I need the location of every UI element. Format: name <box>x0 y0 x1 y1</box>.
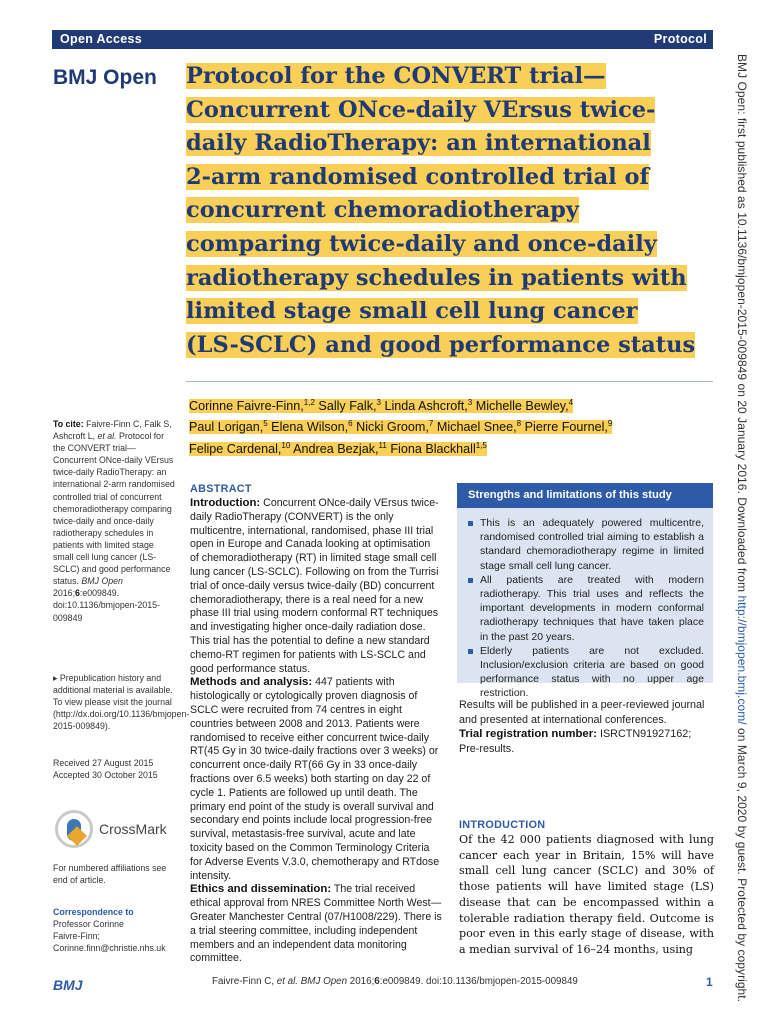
affiliation-ref: 9 <box>607 419 613 429</box>
author-list <box>189 394 709 458</box>
correspondence-name: Faivre-Finn; <box>53 931 100 942</box>
correspondence-name: Professor Corinne <box>53 919 124 930</box>
trial-registration <box>459 727 713 756</box>
affiliation-ref: 1,5 <box>475 440 487 450</box>
affiliation-ref: 5 <box>263 419 268 429</box>
title-line: concurrent chemoradiotherapy <box>186 197 579 224</box>
results-text: Results will be published in a peer-reviewed journal and presented at international conferences. <box>459 699 705 726</box>
prepub-note[interactable]: ▸ Prepublication history and additional material is available. To view please visit the journal (http://dx.doi.org/10.1136/bmjopen-2015-009849). <box>53 673 190 732</box>
cite-doi[interactable]: :e009849. doi:10.1136/bmjopen-2015-009849 <box>53 588 160 623</box>
cite-text: 2016; <box>53 588 76 599</box>
article-type-label: Protocol <box>653 32 707 46</box>
title-line: Protocol for the CONVERT trial— <box>186 63 606 89</box>
strengths-box <box>457 483 713 700</box>
dates-block <box>53 757 175 781</box>
title-line: (LS-SCLC) and good performance status <box>186 331 696 358</box>
list-item: This is an adequately powered multicentre, randomised controlled trial aiming to establish a standard chemoradiotherapy regime in limited stage small cell lung cancer. <box>457 516 713 573</box>
author-name: Fiona Blackhall <box>386 441 476 456</box>
affiliation-ref: 1,2 <box>303 398 315 407</box>
cite-label: To cite: <box>53 419 84 429</box>
affiliation-ref: 8 <box>516 419 522 429</box>
footer-etal: et al. <box>276 976 299 987</box>
footer-text: 2016; <box>347 976 375 987</box>
title-line: daily RadioTherapy: an international <box>186 130 651 157</box>
strengths-heading: Strengths and limitations of this study <box>457 483 713 508</box>
download-note-post: on March 9, 2020 by guest. Protected by copyright. <box>735 724 749 1003</box>
author-name: Linda Ashcroft, <box>380 399 468 414</box>
strengths-list <box>457 516 713 701</box>
affiliation-ref: 7 <box>428 419 434 429</box>
title-divider <box>186 381 713 382</box>
title-line: 2-arm randomised controlled trial of <box>186 163 650 190</box>
affiliation-note: For numbered affiliations see end of article. <box>53 863 167 886</box>
crossmark-label: CrossMark <box>99 821 167 837</box>
footer-journal: BMJ Open <box>298 976 348 987</box>
author-name: Elena Wilson, <box>267 420 349 435</box>
title-line: limited stage small cell lung cancer <box>186 298 638 325</box>
introduction-text: Of the 42 000 patients diagnosed with lung cancer each year in Britain, 15% will have small cell lung cancer (SCLC) and 30% of those patients will have limited stage (LS) disease that can be encompassed within a tolerable radiation therapy field. Outcome is poor even in this early stage of disease, with a median survival of 16–24 months, using <box>459 833 714 956</box>
citation-block <box>53 418 175 624</box>
affiliation-ref: 3 <box>376 398 381 407</box>
cite-text: Faivre-Finn C, Falk S, Ashcroft L, <box>53 419 172 442</box>
title-line: comparing twice-daily and once-daily <box>186 230 657 257</box>
author <box>189 442 487 456</box>
footer-volume: 6 <box>374 976 380 987</box>
open-access-label: Open Access <box>60 32 143 46</box>
abstract-heading: ABSTRACT <box>190 483 252 495</box>
abstract-text: 447 patients with histologically or cytologically proven diagnosis of SCLC were recruited from 74 centres in eight countries between 2008 and 2013. Patients were randomised to receive either concurrent twice-daily RT(45 Gy in 30 twice-daily fractions over 3 weeks) or concurrent once-daily RT(66 Gy in 33 once-daily fractions over 6.5 weeks) both starting on day 22 of cycle 1. Patients are followed up until death. The primary end point of the study is overall survival and secondary end points include local progression-free survival, metastasis-free survival, acute and late toxicity based on the Common Terminology Criteria for Adverse Events V.3.0, chemotherapy and RTdose intensity. <box>190 676 440 882</box>
header-bar <box>52 30 713 49</box>
abstract-text: The trial received ethical approval from NRES Committee North West—Greater Manchester Central (07/H1008/229). There is a trial steering committee, including independent members and an independent data monitoring committee. <box>190 883 442 965</box>
cite-etal: et al. <box>97 431 117 442</box>
footer-citation <box>212 976 578 987</box>
affiliation-ref: 3 <box>467 398 473 407</box>
author-name: Michelle Bewley, <box>472 399 569 414</box>
abstract-methods <box>190 676 442 883</box>
footer-doi: :e009849. doi:10.1136/bmjopen-2015-009849 <box>379 976 578 987</box>
abstract-body <box>190 497 442 966</box>
author-name: Paul Lorigan, <box>189 420 264 435</box>
correspondence-block <box>53 906 175 954</box>
abstract-label: Introduction: <box>190 497 261 509</box>
cite-journal: BMJ Open <box>81 576 123 587</box>
crossmark-icon <box>55 810 93 848</box>
correspondence-heading: Correspondence to <box>53 907 134 917</box>
footer-text: Faivre-Finn C, <box>212 976 277 987</box>
abstract-label: Methods and analysis: <box>190 676 313 689</box>
author-name: Corinne Faivre-Finn, <box>189 399 304 414</box>
author <box>189 420 612 434</box>
abstract-text: Concurrent ONce-daily VErsus twice-daily RadioTherapy (CONVERT) is the only multicentre, international, randomised, phase III trial open in Europe and Canada looking at optimisation of chemoradiotherapy (RT) in limited stage small cell lung cancer (LS-SCLC). Following on from the Turrisi trial of once-daily versus twice-daily (BD) concurrent chemoradiotherapy, there is a real need for a new phase III trial using modern conformal RT techniques and investigating higher once-daily radiation dose. This trial has the potential to define a new standard chemo-RT regimen for patients with LS-SCLC and good performance status. <box>190 497 439 675</box>
introduction-heading: INTRODUCTION <box>459 819 546 831</box>
author-name: Michael Snee, <box>433 420 517 435</box>
author-name: Sally Falk, <box>314 399 377 414</box>
trial-number: ISRCTN91927162; Pre-results. <box>459 728 692 755</box>
author-name: Nicki Groom, <box>352 420 429 435</box>
list-item: Elderly patients are not excluded. Inclusion/exclusion criteria are based on good performance status with no upper age restriction. <box>457 644 713 701</box>
abstract-label: Ethics and dissemination: <box>190 883 332 896</box>
received-date: Received 27 August 2015 <box>53 758 154 768</box>
abstract-introduction <box>190 497 442 676</box>
affiliation-ref: 4 <box>568 398 574 407</box>
author-name: Felipe Cardenal, <box>189 441 282 456</box>
title-line: Concurrent ONce-daily VErsus twice- <box>186 96 656 123</box>
journal-brand: BMJ Open <box>53 66 157 89</box>
affiliation-ref: 6 <box>348 419 353 429</box>
title-line: radiotherapy schedules in patients with <box>186 264 687 291</box>
page-number: 1 <box>706 975 713 989</box>
download-note-text <box>735 54 749 1002</box>
trial-label: Trial registration number: <box>459 728 597 741</box>
affiliation-ref: 11 <box>378 440 387 450</box>
bmj-footer-logo: BMJ <box>53 977 83 993</box>
cite-volume: 6 <box>75 588 80 599</box>
results-block <box>459 698 713 756</box>
accepted-date: Accepted 30 October 2015 <box>53 770 158 781</box>
article-title <box>186 60 716 362</box>
crossmark-badge[interactable] <box>55 810 175 850</box>
download-note <box>725 54 759 1003</box>
bmjopen-link[interactable]: http://bmjopen.bmj.com/ <box>735 595 749 725</box>
author <box>189 399 573 413</box>
cite-text: Protocol for the CONVERT trial—Concurrent ONce-daily VErsus twice-daily RadioTherapy: an international 2-arm randomised controlled trial of concurrent chemoradiotherapy comparing twice-daily and once-daily radiotherapy schedules in patients with limited stage small cell lung cancer (LS-SCLC) and good performance status. <box>53 431 175 587</box>
abstract-ethics <box>190 883 442 966</box>
correspondence-email[interactable]: Corinne.finn@christie.nhs.uk <box>53 943 166 954</box>
author-name: Andrea Bezjak, <box>290 441 379 456</box>
affiliation-ref: 10 <box>281 440 291 450</box>
author-name: Pierre Fournel, <box>521 420 608 435</box>
download-note-pre: BMJ Open: first published as 10.1136/bmjopen-2015-009849 on 20 January 2016. Downloaded from <box>735 54 749 596</box>
list-item: All patients are treated with modern radiotherapy. This trial uses and reflects the important developments in modern conformal radiotherapy techniques that have taken place in the past 20 years. <box>457 573 713 644</box>
